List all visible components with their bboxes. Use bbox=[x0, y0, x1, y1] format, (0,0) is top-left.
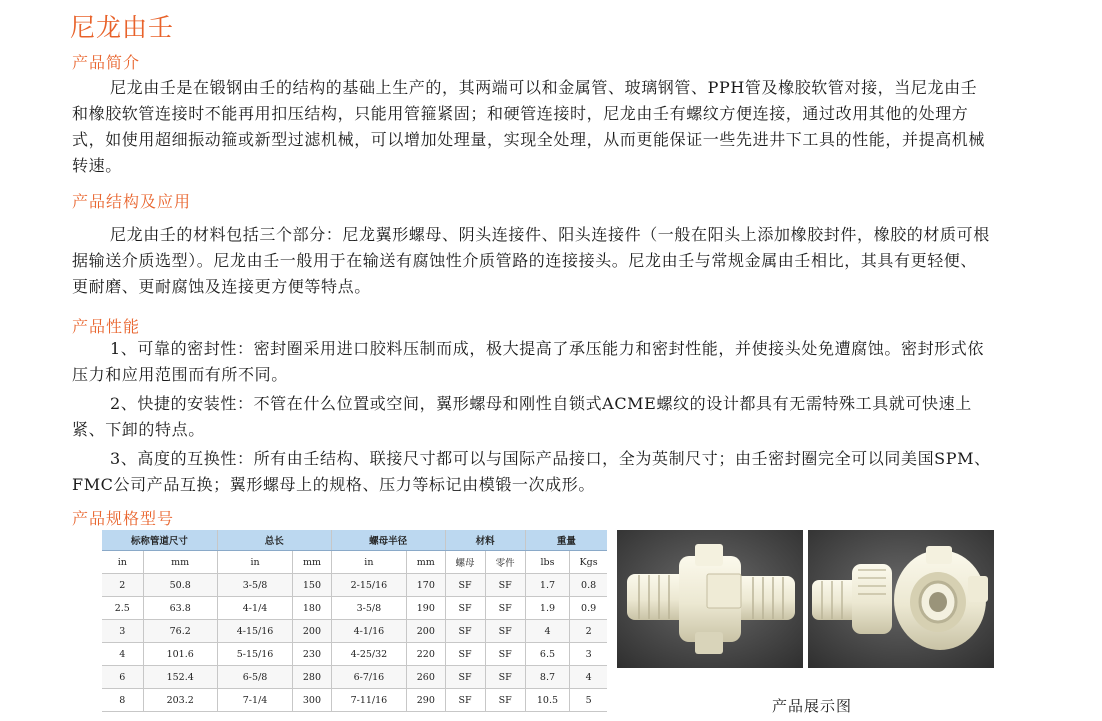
table-cell: 6 bbox=[102, 666, 143, 689]
table-cell: SF bbox=[485, 574, 525, 597]
unit-cell: in bbox=[217, 551, 292, 574]
table-cell: 230 bbox=[293, 643, 331, 666]
table-cell: 8.7 bbox=[525, 666, 569, 689]
header-weight: 重量 bbox=[525, 530, 607, 551]
performance-item-3: 3、高度的互换性：所有由壬结构、联接尺寸都可以与国际产品接口，全为英制尺寸；由壬密封圈完全可以同美国SPM、FMC公司产品互换；翼形螺母上的规格、压力等标记由模锻一次成形。 bbox=[72, 449, 991, 494]
table-cell: SF bbox=[485, 689, 525, 712]
table-row bbox=[102, 597, 607, 620]
unit-cell: 螺母 bbox=[445, 551, 485, 574]
table-row bbox=[102, 574, 607, 597]
unit-cell: 零件 bbox=[485, 551, 525, 574]
header-nut-radius: 螺母半径 bbox=[331, 530, 445, 551]
table-cell: 220 bbox=[407, 643, 445, 666]
spec-table-units-row bbox=[102, 551, 607, 574]
table-cell: 10.5 bbox=[525, 689, 569, 712]
performance-item-1: 1、可靠的密封性：密封圈采用进口胶料压制而成，极大提高了承压能力和密封性能，并使接头处免遭腐蚀。密封形式依压力和应用范围而有所不同。 bbox=[72, 339, 984, 384]
table-cell: 63.8 bbox=[143, 597, 217, 620]
table-cell: SF bbox=[445, 597, 485, 620]
table-cell: 0.9 bbox=[570, 597, 607, 620]
table-cell: 4 bbox=[102, 643, 143, 666]
table-cell: 4-25/32 bbox=[331, 643, 406, 666]
table-cell: 1.7 bbox=[525, 574, 569, 597]
table-cell: 4-1/16 bbox=[331, 620, 406, 643]
unit-cell: in bbox=[331, 551, 406, 574]
table-cell: 300 bbox=[293, 689, 331, 712]
assembled-union-image bbox=[617, 530, 803, 668]
table-cell: 4 bbox=[525, 620, 569, 643]
spec-table-body bbox=[102, 574, 607, 712]
table-cell: 150 bbox=[293, 574, 331, 597]
table-cell: 3 bbox=[570, 643, 607, 666]
disassembled-union-image bbox=[808, 530, 994, 668]
table-cell: 6-5/8 bbox=[217, 666, 292, 689]
table-cell: SF bbox=[445, 643, 485, 666]
table-cell: 6-7/16 bbox=[331, 666, 406, 689]
table-cell: SF bbox=[445, 689, 485, 712]
table-cell: 7-1/4 bbox=[217, 689, 292, 712]
table-cell: 2 bbox=[102, 574, 143, 597]
table-cell: 203.2 bbox=[143, 689, 217, 712]
product-title: 尼龙由壬 bbox=[70, 13, 175, 42]
spec-table bbox=[102, 530, 607, 712]
table-cell: SF bbox=[485, 597, 525, 620]
unit-cell: mm bbox=[293, 551, 331, 574]
table-cell: 3 bbox=[102, 620, 143, 643]
table-cell: SF bbox=[485, 620, 525, 643]
header-length: 总长 bbox=[217, 530, 331, 551]
header-pipe-size: 标称管道尺寸 bbox=[102, 530, 217, 551]
table-cell: 3-5/8 bbox=[331, 597, 406, 620]
table-cell: SF bbox=[445, 620, 485, 643]
performance-heading: 产品性能 bbox=[72, 317, 141, 336]
table-cell: 8 bbox=[102, 689, 143, 712]
table-row bbox=[102, 620, 607, 643]
intro-text: 尼龙由壬是在锻钢由壬的结构的基础上生产的，其两端可以和金属管、玻璃钢管、PPH管及橡胶软管对接，当尼龙由壬和橡胶软管连接时不能再用扣压结构，只能用管箍紧固；和硬管连接时，尼龙由壬有螺纹方便连接，通过改用其他的处理方式，如使用超细振动箍或新型过滤机械，可以增加处理量，实现全处理，从而更能保证一些先进井下工具的性能，并提高机械转速。 bbox=[72, 78, 986, 175]
spec-table-header-row bbox=[102, 530, 607, 551]
table-cell: 76.2 bbox=[143, 620, 217, 643]
table-cell: 200 bbox=[293, 620, 331, 643]
header-material: 材料 bbox=[445, 530, 525, 551]
unit-cell: mm bbox=[143, 551, 217, 574]
table-cell: 4-1/4 bbox=[217, 597, 292, 620]
table-row bbox=[102, 666, 607, 689]
table-cell: 5 bbox=[570, 689, 607, 712]
table-row bbox=[102, 643, 607, 666]
product-photo-assembled bbox=[617, 530, 803, 668]
table-cell: 280 bbox=[293, 666, 331, 689]
table-cell: 7-11/16 bbox=[331, 689, 406, 712]
table-cell: SF bbox=[445, 666, 485, 689]
unit-cell: lbs bbox=[525, 551, 569, 574]
unit-cell: in bbox=[102, 551, 143, 574]
specs-heading: 产品规格型号 bbox=[72, 509, 175, 528]
table-row bbox=[102, 689, 607, 712]
unit-cell: Kgs bbox=[570, 551, 607, 574]
table-cell: 200 bbox=[407, 620, 445, 643]
table-cell: SF bbox=[485, 666, 525, 689]
table-cell: 0.8 bbox=[570, 574, 607, 597]
table-cell: 180 bbox=[293, 597, 331, 620]
structure-text: 尼龙由壬的材料包括三个部分：尼龙翼形螺母、阴头连接件、阳头连接件（一般在阳头上添加橡胶封件，橡胶的材质可根据输送介质选型）。尼龙由壬一般用于在输送有腐蚀性介质管路的连接接头。尼龙由壬与常规金属由壬相比，其具有更轻便、更耐磨、更耐腐蚀及连接更方便等特点。 bbox=[72, 225, 990, 296]
intro-heading: 产品简介 bbox=[72, 53, 141, 72]
table-cell: 5-15/16 bbox=[217, 643, 292, 666]
unit-cell: mm bbox=[407, 551, 445, 574]
table-cell: 101.6 bbox=[143, 643, 217, 666]
table-cell: 2 bbox=[570, 620, 607, 643]
table-cell: 4 bbox=[570, 666, 607, 689]
table-cell: SF bbox=[445, 574, 485, 597]
table-cell: 1.9 bbox=[525, 597, 569, 620]
structure-heading: 产品结构及应用 bbox=[72, 192, 192, 211]
table-cell: 50.8 bbox=[143, 574, 217, 597]
table-cell: 4-15/16 bbox=[217, 620, 292, 643]
table-cell: 190 bbox=[407, 597, 445, 620]
table-cell: 260 bbox=[407, 666, 445, 689]
table-cell: 2-15/16 bbox=[331, 574, 406, 597]
table-cell: 152.4 bbox=[143, 666, 217, 689]
table-cell: SF bbox=[485, 643, 525, 666]
performance-item-2: 2、快捷的安装性：不管在什么位置或空间，翼形螺母和刚性自锁式ACME螺纹的设计都具有无需特殊工具就可快速上紧、下卸的特点。 bbox=[72, 394, 972, 439]
gallery-caption: 产品展示图 bbox=[772, 697, 853, 715]
product-photo-disassembled bbox=[808, 530, 994, 668]
table-cell: 2.5 bbox=[102, 597, 143, 620]
table-cell: 170 bbox=[407, 574, 445, 597]
table-cell: 290 bbox=[407, 689, 445, 712]
table-cell: 3-5/8 bbox=[217, 574, 292, 597]
table-cell: 6.5 bbox=[525, 643, 569, 666]
